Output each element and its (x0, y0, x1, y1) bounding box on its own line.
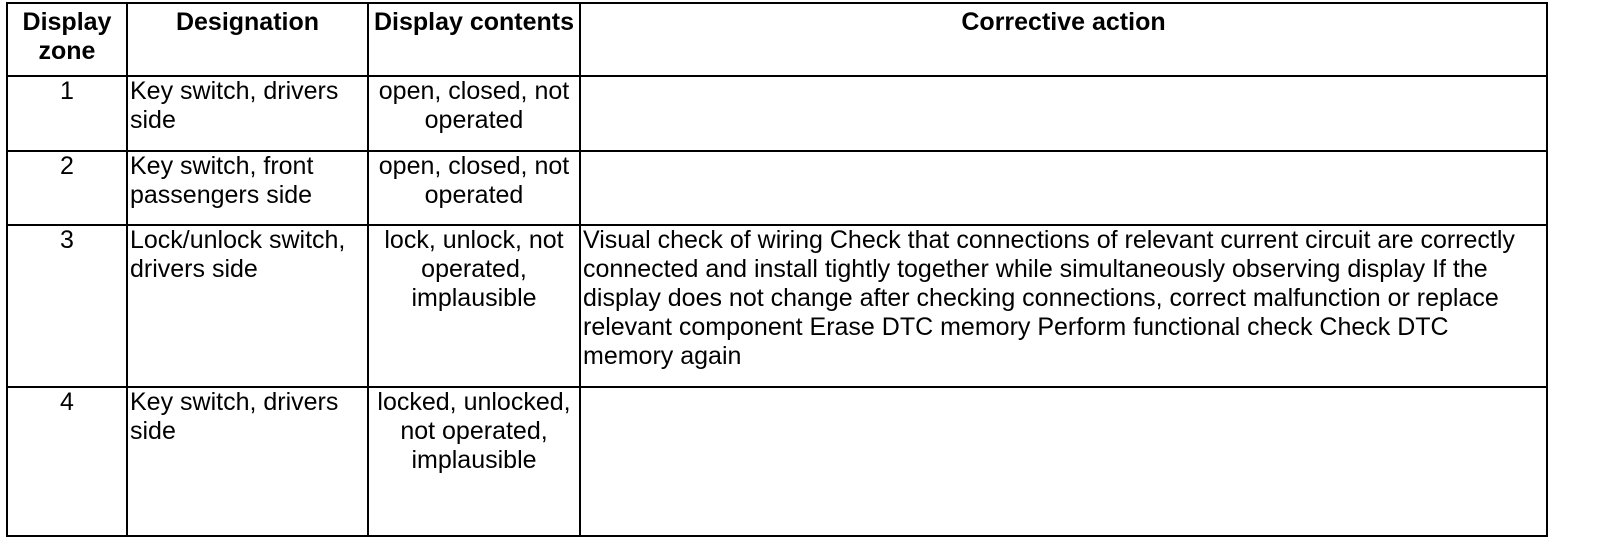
table-row (7, 76, 1547, 151)
cell-designation: Lock/unlock switch, drivers side (127, 225, 368, 387)
cell-designation: Key switch, front passengers side (127, 151, 368, 225)
cell-display-contents: lock, unlock, not operated, implausible (368, 225, 580, 387)
cell-display-zone: 3 (7, 225, 127, 387)
cell-display-contents: locked, unlocked, not operated, implausible (368, 387, 580, 536)
cell-corrective-action (580, 387, 1547, 536)
table-row (7, 387, 1547, 536)
header-display-contents: Display contents (368, 3, 580, 76)
cell-display-contents: open, closed, not operated (368, 151, 580, 225)
header-designation: Designation (127, 3, 368, 76)
cell-corrective-action (580, 151, 1547, 225)
header-display-zone: Display zone (7, 3, 127, 76)
cell-corrective-action: Visual check of wiring Check that connections of relevant current circuit are correctly connected and install tightly together while simultaneously observing display If the display does not change after checking connections, correct malfunction or replace relevant component Erase DTC memory Perform functional check Check DTC memory again (580, 225, 1547, 387)
cell-corrective-action (580, 76, 1547, 151)
cell-display-zone: 4 (7, 387, 127, 536)
dtc-display-table (6, 2, 1548, 537)
cell-display-zone: 2 (7, 151, 127, 225)
table-row (7, 151, 1547, 225)
table-row (7, 225, 1547, 387)
header-corrective-action: Corrective action (580, 3, 1547, 76)
cell-display-zone: 1 (7, 76, 127, 151)
cell-display-contents: open, closed, not operated (368, 76, 580, 151)
cell-designation: Key switch, drivers side (127, 387, 368, 536)
cell-designation: Key switch, drivers side (127, 76, 368, 151)
table-header-row (7, 3, 1547, 76)
